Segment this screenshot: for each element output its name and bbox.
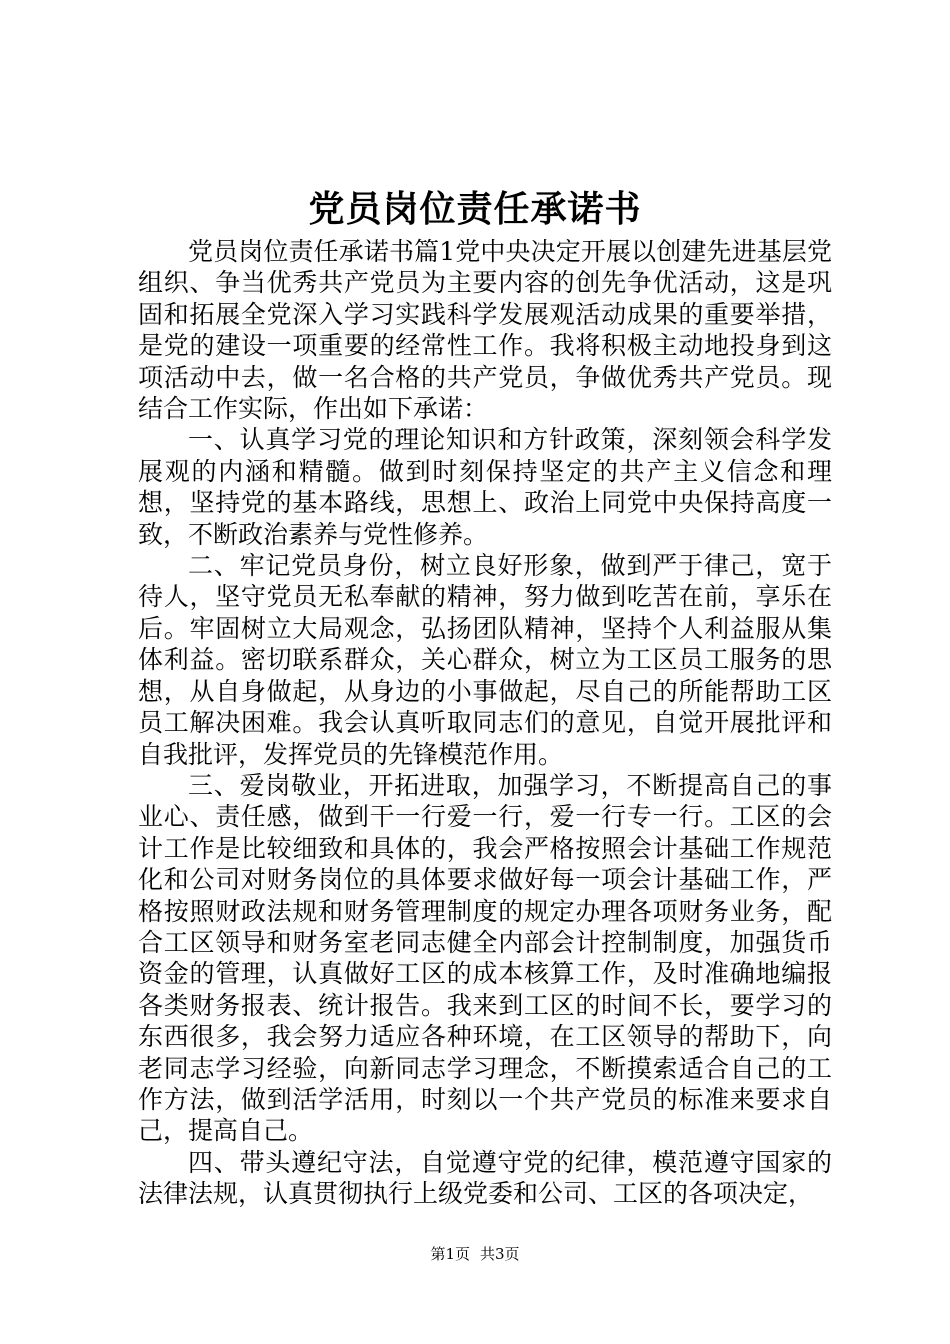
paragraph-commitment-3: 三、爱岗敬业，开拓进取，加强学习，不断提高自己的事业心、责任感，做到干一行爱一行，爱一行专一行。工区的会计工作是比较细致和具体的，我会严格按照会计基础工作规范化和公司对财务岗位的具体要求做好每一项会计基础工作，严格按照财政法规和财务管理制度的规定办理各项财务业务，配合工区领导和财务室老同志健全内部会计控制制度，加强货币资金的管理，认真做好工区的成本核算工作，及时准确地编报各类财务报表、统计报告。我来到工区的时间不长，要学习的东西很多，我会努力适应各种环境，在工区领导的帮助下，向老同志学习经验，向新同志学习理念，不断摸索适合自己的工作方法，做到活学活用，时刻以一个共产党员的标准来要求自己，提高自己。 [138, 770, 832, 1146]
document-title: 党员岗位责任承诺书 [308, 188, 642, 230]
paragraph-commitment-2: 二、牢记党员身份，树立良好形象，做到严于律己，宽于待人，坚守党员无私奉献的精神，努力做到吃苦在前，享乐在后。牢固树立大局观念，弘扬团队精神，坚持个人利益服从集体利益。密切联系群众，关心群众，树立为工区员工服务的思想，从自身做起，从身边的小事做起，尽自己的所能帮助工区员工解决困难。我会认真听取同志们的意见，自觉开展批评和自我批评，发挥党员的先锋模范作用。 [138, 551, 832, 769]
document-body [138, 236, 832, 1210]
paragraph-commitment-1: 一、认真学习党的理论知识和方针政策，深刻领会科学发展观的内涵和精髓。做到时刻保持坚定的共产主义信念和理想，坚持党的基本路线，思想上、政治上同党中央保持高度一致，不断政治素养与党性修养。 [138, 425, 832, 549]
page-footer [0, 1244, 950, 1264]
paragraph-commitment-4: 四、带头遵纪守法，自觉遵守党的纪律，模范遵守国家的法律法规，认真贯彻执行上级党委和公司、工区的各项决定， [138, 1147, 832, 1209]
page-number: 第1页 [430, 1245, 470, 1263]
paragraph-intro: 党员岗位责任承诺书篇1党中央决定开展以创建先进基层党组织、争当优秀共产党员为主要内容的创先争优活动，这是巩固和拓展全党深入学习实践科学发展观活动成果的重要举措，是党的建设一项重要的经常性工作。我将积极主动地投身到这项活动中去，做一名合格的共产党员，争做优秀共产党员。现结合工作实际，作出如下承诺： [138, 237, 832, 424]
page-total: 共3页 [480, 1245, 520, 1263]
